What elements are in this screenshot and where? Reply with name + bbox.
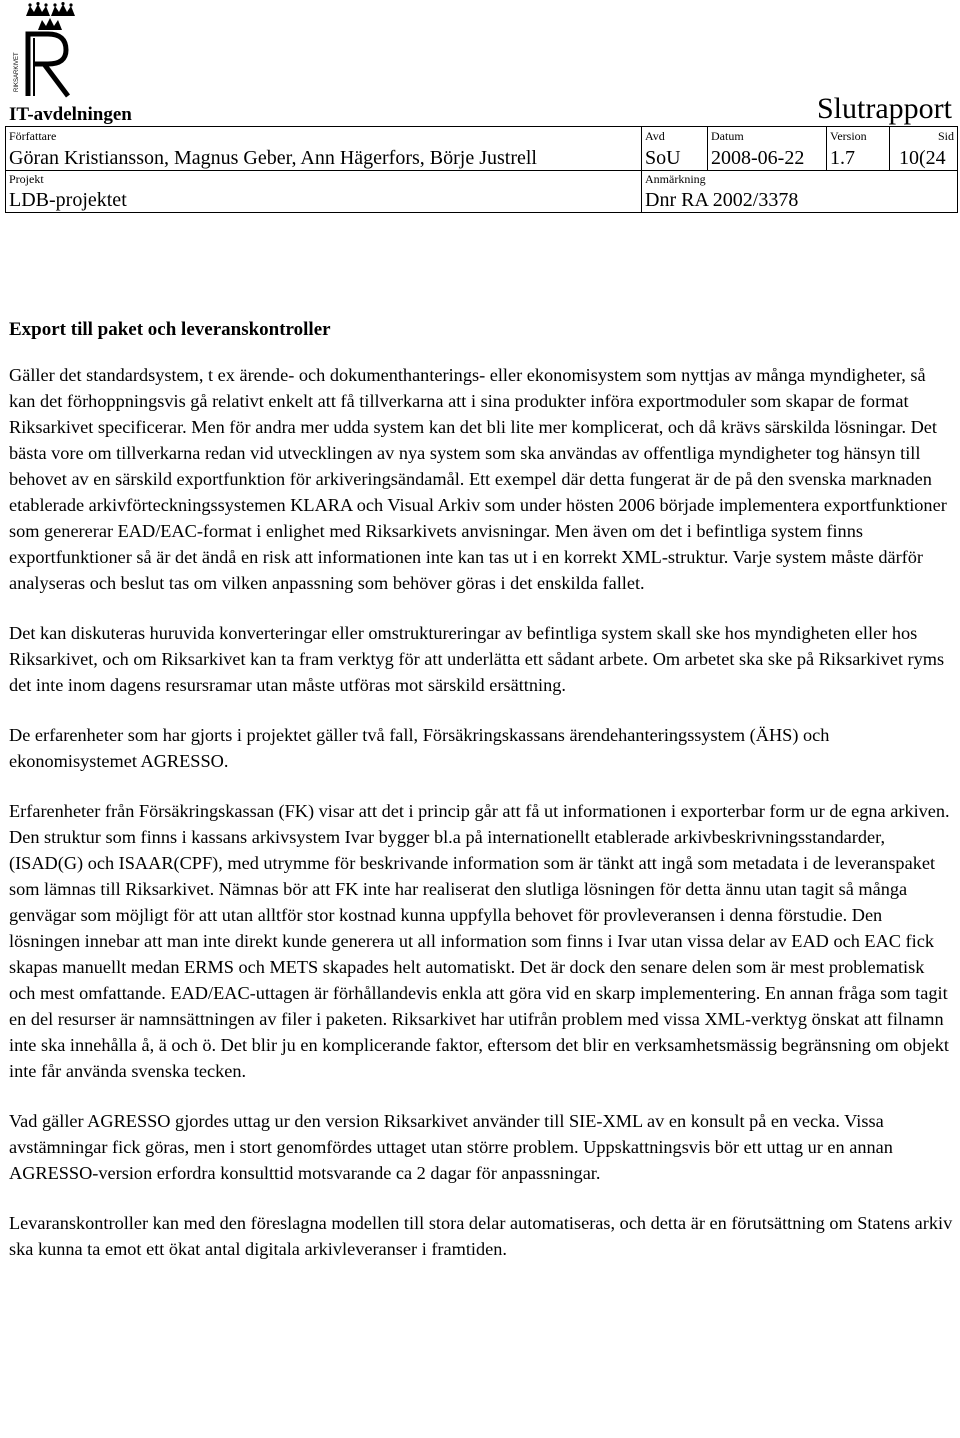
document-type: Slutrapport: [817, 92, 952, 125]
divider: [641, 127, 642, 170]
paragraph: Gäller det standardsystem, t ex ärende- och dokumenthanterings- eller ekonomisystem som nyttjas av många myndigheter, så kan det förhoppningsvis gå relativt enkelt att få tillverkarna att i sina produkter införa exportmoduler som skapar de format Riksarkivet specificerar. Men för andra mer udda system kan det bli lite mer komplicerat, och då krävs särskilda lösningar. Det bästa vore om tillverkarna redan vid utvecklingen av nya system som ska användas av offentliga myndigheter tog hänsyn till behovet av en särskild exportfunktion för arkiveringsändamål. Ett exempel där detta fungerat är de på den svenska marknaden etablerade arkivförteckningssystemen KLARA och Visual Arkiv som under hösten 2006 började implementera exportfunktioner som genererar EAD/EAC-format i enlighet med Riksarkivets anvisningar. Men även om det i befintliga system finns exportfunktioner så är det ändå en risk att informationen inte kan tas ut i en korrekt XML-struktur. Varje system måste därför analyseras och beslut tas om vilken anpassning som behöver göras i det enskilda fallet.: [9, 365, 947, 593]
logo-text: RIKSARKIVET: [14, 52, 20, 92]
crown-icon: [51, 2, 75, 16]
note-value: Dnr RA 2002/3378: [645, 189, 799, 211]
paragraph: Levaranskontroller kan med den föreslagna modellen till stora delar automatiseras, och detta är en förutsättning om Statens arkiv ska kunna ta emot ett ökat antal digitala arkivleveranser i framtiden.: [9, 1213, 953, 1259]
crown-icon: [38, 18, 62, 30]
avd-value: SoU: [645, 147, 681, 169]
avd-label: Avd: [645, 129, 665, 143]
paragraph: De erfarenheter som har gjorts i projektet gäller två fall, Försäkringskassans ärendehanteringssystem (ÄHS) och ekonomisystemet AGRESSO.: [9, 725, 830, 771]
divider: [826, 127, 827, 170]
paragraph: Det kan diskuteras huruvida konverteringar eller omstruktureringar av befintliga system skall ske hos myndigheten eller hos Riksarkivet, och om Riksarkivet kan ta fram verktyg för att underlätta ett sådant arbete. Om arbetet ska ske på Riksarkivet ryms det inte inom dagens resursramar utan måste utföras mot särskild ersättning.: [9, 623, 945, 695]
note-label: Anmärkning: [645, 172, 706, 186]
date-label: Datum: [711, 129, 744, 143]
date-value: 2008-06-22: [711, 147, 805, 169]
page-label: Sid: [937, 129, 954, 143]
riksarkivet-logo: [4, 2, 80, 98]
author-value: Göran Kristiansson, Magnus Geber, Ann Hägerfors, Börje Justrell: [9, 147, 537, 169]
paragraph: Vad gäller AGRESSO gjordes uttag ur den version Riksarkivet använder till SIE-XML av en konsult på en vecka. Vissa avstämningar fick göras, men i stort genomfördes uttaget utan större problem. Uppskattningsvis bör ett uttag ur en annan AGRESSO-version erfordra konsulttid motsvarande ca 2 dagar för anpassningar.: [9, 1111, 893, 1183]
document-metadata-table: [5, 126, 958, 213]
author-label: Författare: [9, 129, 57, 143]
version-label: Version: [830, 129, 867, 143]
project-value: LDB-projektet: [9, 189, 127, 211]
crown-icon: [26, 2, 50, 16]
divider: [641, 170, 642, 213]
divider: [889, 127, 890, 170]
version-value: 1.7: [830, 147, 855, 169]
paragraph: Erfarenheter från Försäkringskassan (FK) visar att det i princip går att få ut informationen i exporterbar form ur de egna arkiven. Den struktur som finns i kassans arkivsystem Ivar bygger bl.a på internationellt etablerade arkivbeskrivningsstandarder, (ISAD(G) och ISAAR(CPF), med utrymme för beskrivande information som är tänkt att ingå som metadata i de leveranspaket som lämnas till Riksarkivet. Nämnas bör att FK inte har realiserat den slutliga lösningen för detta ännu utan tagit så många genvägar som möjligt för att utan alltför stor kostnad kunna uppfylla behovet för provleveransen i denna förstudie. Den lösningen innebar att man inte direkt kunde generera ut all information som finns i Ivar utan vissa delar av EAD och EAC fick skapas manuellt medan ERMS och METS skapades helt automatiskt. Det är dock den senare delen som är mest problematisk och mest omfattande. EAD/EAC-uttagen är förhållandevis enkla att göra vid en skarp implementering. En annan fråga som tagit en del resurser är namnsättningen av filer i paketen. Riksarkivet har utifrån problem med vissa XML-verktyg önskat att filnamn inte ska innehålla å, ä och ö. Det blir ju en komplicerande faktor, eftersom det blir en verksamhetsmässig begränsning om objekt inte får använda svenska tecken.: [9, 801, 950, 1081]
project-label: Projekt: [9, 172, 44, 186]
section-heading: Export till paket och leveranskontroller: [9, 319, 331, 340]
section-content: [9, 318, 954, 1286]
department-name: IT-avdelningen: [9, 104, 132, 125]
divider: [6, 170, 957, 171]
divider: [707, 127, 708, 170]
page-value: 10(24: [899, 147, 946, 169]
r-monogram-icon: [28, 34, 68, 96]
